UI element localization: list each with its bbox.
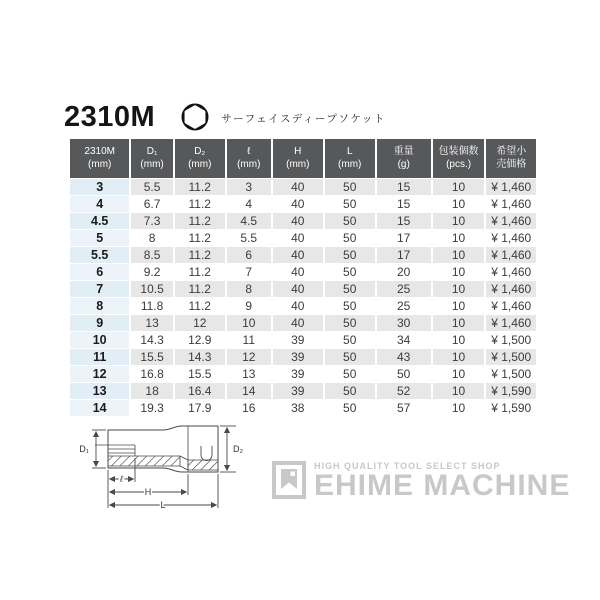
size-cell: 10 (70, 332, 129, 348)
label-d1: D₁ (79, 444, 89, 454)
value-cell: 34 (377, 332, 431, 348)
value-cell: 50 (325, 213, 375, 229)
value-cell: 11.2 (175, 298, 225, 314)
value-cell: 9 (227, 298, 271, 314)
value-cell: 10 (433, 366, 485, 382)
label-h: H (144, 487, 152, 497)
value-cell: 39 (273, 332, 323, 348)
value-cell: 17 (377, 230, 431, 246)
value-cell: 8 (131, 230, 172, 246)
value-cell: 52 (377, 383, 431, 399)
value-cell: 11 (227, 332, 271, 348)
value-cell: 10.5 (131, 281, 172, 297)
column-header: 希望小 売価格 (486, 139, 536, 178)
value-cell: ¥ 1,460 (486, 213, 536, 229)
value-cell: 10 (433, 230, 485, 246)
label-ell: ℓ (120, 474, 123, 484)
value-cell: 11.2 (175, 281, 225, 297)
value-cell: 50 (325, 315, 375, 331)
value-cell: 39 (273, 349, 323, 365)
value-cell: ¥ 1,500 (486, 349, 536, 365)
value-cell: 16.8 (131, 366, 172, 382)
value-cell: 10 (433, 332, 485, 348)
column-header: D₂ (mm) (175, 139, 225, 178)
value-cell: 10 (433, 383, 485, 399)
value-cell: 50 (325, 400, 375, 416)
value-cell: 40 (273, 264, 323, 280)
value-cell: 15.5 (131, 349, 172, 365)
title-row (64, 100, 386, 134)
table-row (70, 400, 536, 416)
value-cell: 17.9 (175, 400, 225, 416)
size-cell: 4 (70, 196, 129, 212)
value-cell: 50 (325, 196, 375, 212)
value-cell: 3 (227, 179, 271, 195)
value-cell: 11.2 (175, 230, 225, 246)
value-cell: 39 (273, 383, 323, 399)
value-cell: 16 (227, 400, 271, 416)
table-row (70, 179, 536, 195)
table-row (70, 196, 536, 212)
value-cell: 18 (131, 383, 172, 399)
table-row (70, 349, 536, 365)
column-header: H (mm) (273, 139, 323, 178)
value-cell: 11.2 (175, 213, 225, 229)
spec-table (68, 138, 538, 417)
table-row (70, 213, 536, 229)
value-cell: 10 (433, 247, 485, 263)
value-cell: 20 (377, 264, 431, 280)
ehime-machine-logo-icon (272, 461, 306, 499)
value-cell: 7 (227, 264, 271, 280)
value-cell: 17 (377, 247, 431, 263)
size-cell: 5.5 (70, 247, 129, 263)
size-cell: 11 (70, 349, 129, 365)
column-header: ℓ (mm) (227, 139, 271, 178)
value-cell: 10 (433, 315, 485, 331)
value-cell: 40 (273, 247, 323, 263)
value-cell: 50 (377, 366, 431, 382)
value-cell: 25 (377, 281, 431, 297)
size-cell: 9 (70, 315, 129, 331)
value-cell: 4.5 (227, 213, 271, 229)
value-cell: 4 (227, 196, 271, 212)
value-cell: 50 (325, 298, 375, 314)
value-cell: 7.3 (131, 213, 172, 229)
table-header-row (70, 139, 536, 178)
value-cell: 40 (273, 281, 323, 297)
value-cell: 10 (433, 349, 485, 365)
value-cell: 40 (273, 213, 323, 229)
value-cell: ¥ 1,460 (486, 230, 536, 246)
table-row (70, 315, 536, 331)
watermark-tagline: HIGH QUALITY TOOL SELECT SHOP (314, 461, 501, 471)
value-cell: 50 (325, 179, 375, 195)
value-cell: 12 (227, 349, 271, 365)
value-cell: 25 (377, 298, 431, 314)
value-cell: 8.5 (131, 247, 172, 263)
value-cell: 10 (433, 400, 485, 416)
value-cell: 10 (433, 179, 485, 195)
value-cell: 15 (377, 196, 431, 212)
table-row (70, 366, 536, 382)
value-cell: 10 (433, 196, 485, 212)
value-cell: 12 (175, 315, 225, 331)
value-cell: 40 (273, 315, 323, 331)
value-cell: 40 (273, 179, 323, 195)
value-cell: 40 (273, 196, 323, 212)
value-cell: 9.2 (131, 264, 172, 280)
value-cell: 14.3 (131, 332, 172, 348)
surface-drive-profile-icon (181, 103, 209, 131)
value-cell: 11.2 (175, 247, 225, 263)
table-row (70, 281, 536, 297)
table-row (70, 264, 536, 280)
value-cell: 11.8 (131, 298, 172, 314)
value-cell: 10 (227, 315, 271, 331)
value-cell: 14 (227, 383, 271, 399)
value-cell: ¥ 1,460 (486, 281, 536, 297)
value-cell: 30 (377, 315, 431, 331)
value-cell: 5.5 (227, 230, 271, 246)
column-header: 2310M (mm) (70, 139, 129, 178)
value-cell: 15.5 (175, 366, 225, 382)
value-cell: 10 (433, 298, 485, 314)
column-header: D₁ (mm) (131, 139, 172, 178)
value-cell: 40 (273, 230, 323, 246)
size-cell: 3 (70, 179, 129, 195)
size-cell: 4.5 (70, 213, 129, 229)
watermark-text (314, 461, 570, 500)
value-cell: 38 (273, 400, 323, 416)
column-header: 包装個数 (pcs.) (433, 139, 485, 178)
value-cell: 6.7 (131, 196, 172, 212)
value-cell: ¥ 1,460 (486, 298, 536, 314)
value-cell: 13 (131, 315, 172, 331)
product-name: サーフェイスディープソケット (221, 112, 386, 125)
watermark-brand: EHIME MACHINE (314, 469, 571, 502)
table-row (70, 332, 536, 348)
size-cell: 13 (70, 383, 129, 399)
value-cell: 11.2 (175, 196, 225, 212)
table-row (70, 247, 536, 263)
table-row (70, 230, 536, 246)
value-cell: 11.2 (175, 179, 225, 195)
value-cell: 50 (325, 349, 375, 365)
value-cell: 16.4 (175, 383, 225, 399)
value-cell: 10 (433, 213, 485, 229)
value-cell: ¥ 1,500 (486, 366, 536, 382)
value-cell: 50 (325, 366, 375, 382)
value-cell: 10 (433, 281, 485, 297)
size-cell: 5 (70, 230, 129, 246)
value-cell: 50 (325, 264, 375, 280)
value-cell: ¥ 1,460 (486, 196, 536, 212)
value-cell: 50 (325, 332, 375, 348)
value-cell: 57 (377, 400, 431, 416)
value-cell: ¥ 1,500 (486, 332, 536, 348)
value-cell: 43 (377, 349, 431, 365)
table-row (70, 298, 536, 314)
value-cell: 5.5 (131, 179, 172, 195)
value-cell: 14.3 (175, 349, 225, 365)
size-cell: 12 (70, 366, 129, 382)
value-cell: 40 (273, 298, 323, 314)
value-cell: 50 (325, 383, 375, 399)
value-cell: 15 (377, 179, 431, 195)
value-cell: 50 (325, 281, 375, 297)
value-cell: 15 (377, 213, 431, 229)
dimension-diagram (55, 420, 255, 518)
label-d2: D₂ (233, 444, 243, 454)
value-cell: 6 (227, 247, 271, 263)
value-cell: ¥ 1,460 (486, 247, 536, 263)
product-code: 2310M (64, 101, 156, 133)
value-cell: ¥ 1,460 (486, 179, 536, 195)
value-cell: 39 (273, 366, 323, 382)
value-cell: ¥ 1,460 (486, 264, 536, 280)
value-cell: 13 (227, 366, 271, 382)
table-row (70, 383, 536, 399)
size-cell: 6 (70, 264, 129, 280)
value-cell: 8 (227, 281, 271, 297)
size-cell: 8 (70, 298, 129, 314)
value-cell: ¥ 1,590 (486, 383, 536, 399)
value-cell: ¥ 1,590 (486, 400, 536, 416)
value-cell: 50 (325, 247, 375, 263)
shop-watermark (272, 461, 570, 500)
value-cell: 10 (433, 264, 485, 280)
value-cell: 11.2 (175, 264, 225, 280)
value-cell: 19.3 (131, 400, 172, 416)
size-cell: 14 (70, 400, 129, 416)
label-l: L (160, 500, 166, 510)
value-cell: ¥ 1,460 (486, 315, 536, 331)
column-header: L (mm) (325, 139, 375, 178)
value-cell: 12.9 (175, 332, 225, 348)
size-cell: 7 (70, 281, 129, 297)
value-cell: 50 (325, 230, 375, 246)
column-header: 重量 (g) (377, 139, 431, 178)
